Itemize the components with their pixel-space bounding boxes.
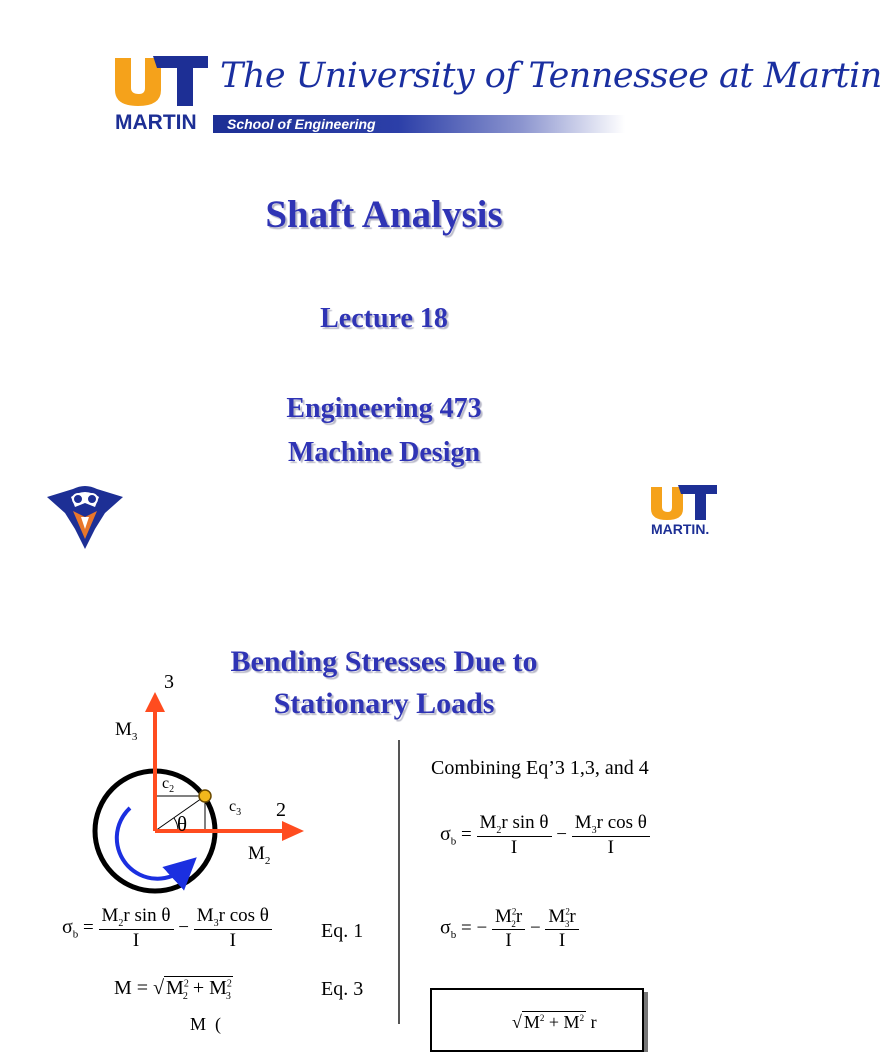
equation-1: $\sigma_b$ = $\frac{M_2r \sin \theta}{I}$ − $\frac{M_3r \cos \theta}{I}$ bbox=[62, 905, 272, 952]
skyhawk-mascot-icon bbox=[45, 483, 125, 551]
c3-label: $c_3$ bbox=[229, 798, 242, 819]
m3-label: $M_3$ bbox=[115, 719, 138, 743]
lecture-label: Lecture 18 bbox=[320, 303, 448, 334]
combined-equation-2: $\sigma_b$ = − $\frac{M^2_2r}{I}$ − $\frac{M^2_3r}{I}$ bbox=[440, 906, 579, 952]
axis2-arrow bbox=[155, 829, 285, 833]
combining-text: Combining Eq’3 1,3, and 4 bbox=[431, 757, 649, 779]
course-name: Machine Design bbox=[287, 437, 481, 468]
equation-4-partial: M ( bbox=[190, 1014, 221, 1034]
university-name: The University of Tennessee at Martin bbox=[220, 56, 882, 96]
eq3-label: Eq. 3 bbox=[321, 978, 364, 1000]
small-martin-label: MARTIN. bbox=[651, 521, 710, 537]
column-divider bbox=[398, 740, 400, 1024]
c2-label: $c_2$ bbox=[162, 775, 175, 796]
axis2-label: 2 bbox=[276, 799, 286, 821]
axis3-arrow bbox=[153, 708, 157, 831]
m2-label: $M_2$ bbox=[248, 843, 271, 867]
slide2-title-line1: Bending Stresses Due to bbox=[230, 645, 538, 678]
school-label: School of Engineering bbox=[227, 116, 376, 132]
shaft-cross-section-diagram bbox=[90, 668, 320, 918]
eq1-label: Eq. 1 bbox=[321, 920, 364, 942]
load-point bbox=[199, 790, 211, 802]
small-ut-logo bbox=[650, 484, 718, 520]
theta-label: θ bbox=[177, 812, 188, 836]
course-number: Engineering 473 bbox=[286, 393, 482, 424]
ut-martin-logo bbox=[113, 54, 210, 106]
equation-3: M = √ $M^2_2 + M^2_3$ bbox=[114, 977, 232, 1002]
axis3-label: 3 bbox=[164, 671, 174, 693]
school-banner bbox=[213, 115, 625, 133]
result-equation-partial: √ $M^2 + M^2$ r bbox=[512, 1012, 597, 1032]
result-equation-box bbox=[430, 988, 644, 1052]
slide2-title-line2: Stationary Loads bbox=[273, 687, 495, 720]
combined-equation-1: $\sigma_b$ = $\frac{M_2r \sin \theta}{I}$ − $\frac{M_3r \cos \theta}{I}$ bbox=[440, 812, 650, 859]
martin-label: MARTIN bbox=[115, 111, 197, 134]
slide-title: Shaft Analysis bbox=[265, 193, 503, 236]
